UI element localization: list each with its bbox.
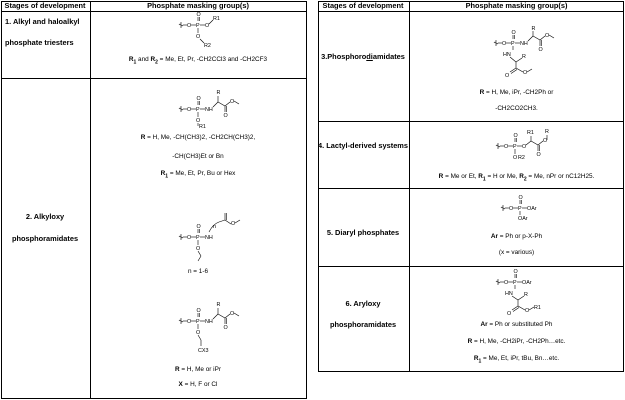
row2c-definition-line1: R = H, Me or iPr	[175, 366, 221, 373]
svg-text:R: R	[531, 26, 536, 32]
svg-text:P: P	[196, 107, 200, 113]
structure-alkyloxy-b	[175, 210, 245, 262]
svg-text:R1: R1	[199, 124, 206, 130]
svg-text:O: O	[511, 30, 516, 36]
svg-text:O: O	[525, 308, 530, 314]
svg-text:CX3: CX3	[198, 348, 209, 354]
stage-1-line1: 1. Alkyl and haloalkyl	[5, 17, 80, 26]
stage-2-line2: phosphoramidates	[11, 234, 79, 243]
svg-text:O: O	[196, 12, 201, 18]
row6-definition-line3: $R_1 = Me$, Et, iPr, tBu, Bn…etc.	[473, 355, 560, 365]
svg-text:R: R	[216, 302, 221, 308]
right-header-stage: Stages of development	[322, 1, 404, 10]
stage-3: 3.Phosphorodiamidates	[321, 52, 405, 61]
svg-text:OAr: OAr	[527, 206, 537, 212]
row5-definition-line1: Ar = Ph or p-X-Ph	[490, 233, 543, 240]
svg-text:O: O	[509, 206, 514, 212]
svg-text:O: O	[543, 138, 548, 144]
svg-text:O: O	[187, 235, 192, 241]
svg-text:O: O	[536, 152, 541, 158]
svg-text:O: O	[196, 118, 201, 124]
svg-text:O: O	[187, 319, 192, 325]
svg-text:O: O	[196, 224, 201, 230]
row5-definition-line2: (x = various)	[498, 249, 535, 256]
stage-5: 5. Diaryl phosphates	[326, 228, 400, 237]
svg-text:R1: R1	[527, 130, 534, 136]
svg-text:R1: R1	[534, 305, 541, 311]
svg-text:R: R	[524, 292, 528, 298]
svg-text:n: n	[213, 224, 216, 230]
row2a-definition-line1: R = H, Me, -CH(CH3)2, -CH2CH(CH3)2,	[140, 134, 256, 141]
structure-phosphorodiamidate	[490, 26, 560, 88]
svg-text:P: P	[513, 144, 517, 150]
svg-text:R2: R2	[518, 155, 525, 161]
left-header-groups: Phosphate masking group(s)	[147, 1, 249, 10]
svg-text:R: R	[545, 129, 549, 135]
right-header-groups: Phosphate masking group(s)	[465, 1, 568, 10]
svg-text:R2: R2	[204, 43, 211, 49]
row6-definition-line1: Ar = Ph or substituted Ph	[480, 321, 553, 328]
stage-4: 4. Lactyl-derived systems	[318, 141, 408, 150]
structure-lactyl	[492, 124, 562, 168]
svg-text:R: R	[216, 90, 221, 96]
svg-text:NH: NH	[205, 319, 213, 325]
svg-text:O: O	[196, 246, 201, 252]
row2b-definition: n = 1-6	[187, 268, 209, 275]
svg-text:O: O	[230, 99, 235, 105]
row2c-definition-line2: X = H, F or Cl	[178, 381, 218, 388]
svg-text:R1: R1	[213, 16, 220, 22]
svg-text:OAr: OAr	[522, 280, 532, 286]
svg-text:O: O	[518, 195, 523, 201]
left-header-stage: Stages of development	[4, 1, 86, 10]
svg-text:P: P	[511, 41, 515, 47]
row6-definition-line2: R = H, Me, -CH2iPr, -CH2Ph…etc.	[467, 338, 566, 345]
svg-text:O: O	[230, 311, 235, 317]
svg-text:O: O	[223, 113, 228, 119]
stage-6-line1: 6. Aryloxy	[345, 299, 381, 308]
svg-text:O: O	[523, 70, 528, 76]
svg-text:O: O	[187, 23, 192, 29]
svg-text:O: O	[205, 23, 210, 29]
svg-text:O: O	[196, 330, 201, 336]
svg-text:O: O	[545, 33, 550, 39]
svg-text:R: R	[522, 54, 526, 60]
svg-text:O: O	[504, 280, 509, 286]
svg-text:O: O	[231, 221, 236, 227]
svg-text:O: O	[513, 155, 518, 161]
stage-6-line2: phosphoramidates	[329, 320, 397, 329]
svg-text:NH: NH	[205, 235, 213, 241]
svg-text:NH: NH	[205, 107, 213, 113]
svg-text:O: O	[505, 73, 510, 79]
structure-alkyloxy-c	[175, 294, 245, 356]
row3-definition-line2: -CH2CO2CH3.	[495, 105, 538, 112]
structure-aryloxy	[492, 266, 562, 318]
row4-definition: R = Me or Et, $R_1 = H$ or Me, $R_2 = Me$, nPr or nC12H25.	[438, 173, 595, 183]
row3-definition-line1: R = H, Me, iPr, -CH2Ph or	[479, 89, 554, 96]
svg-text:O: O	[196, 308, 201, 314]
row1-definition: $R_1$ and $R_2 = Me$, Et, Pr, -CH2CCl3 and -CH2CF3	[128, 56, 268, 66]
svg-text:O: O	[507, 311, 512, 317]
svg-text:O: O	[513, 133, 518, 139]
svg-text:O: O	[522, 144, 527, 150]
svg-text:HN: HN	[505, 291, 513, 297]
row2a-definition-line2: -CH(CH3)Et or Bn	[172, 153, 224, 160]
structure-alkyl-triester	[175, 12, 235, 52]
stage-2-line1: 2. Alkyloxy	[25, 212, 65, 221]
svg-text:P: P	[196, 23, 200, 29]
svg-text:P: P	[196, 319, 200, 325]
svg-text:OAr: OAr	[518, 216, 528, 222]
svg-text:O: O	[196, 96, 201, 102]
svg-text:O: O	[502, 41, 507, 47]
svg-text:P: P	[513, 280, 517, 286]
row2a-definition-line3: $R_1 = Me$, Et, Pr, Bu or Hex	[160, 170, 236, 180]
svg-text:O: O	[504, 144, 509, 150]
svg-text:O: O	[187, 107, 192, 113]
svg-text:O: O	[538, 47, 543, 53]
svg-text:O: O	[513, 269, 518, 275]
svg-text:O: O	[196, 34, 201, 40]
structure-alkyloxy-a	[175, 82, 245, 128]
svg-text:HN: HN	[503, 52, 511, 58]
svg-text:NH: NH	[520, 41, 528, 47]
svg-text:O: O	[223, 325, 228, 331]
stage-1-line2: phosphate triesters	[5, 38, 74, 47]
structure-diaryl	[497, 192, 547, 222]
svg-text:P: P	[518, 206, 522, 212]
svg-text:P: P	[196, 235, 200, 241]
